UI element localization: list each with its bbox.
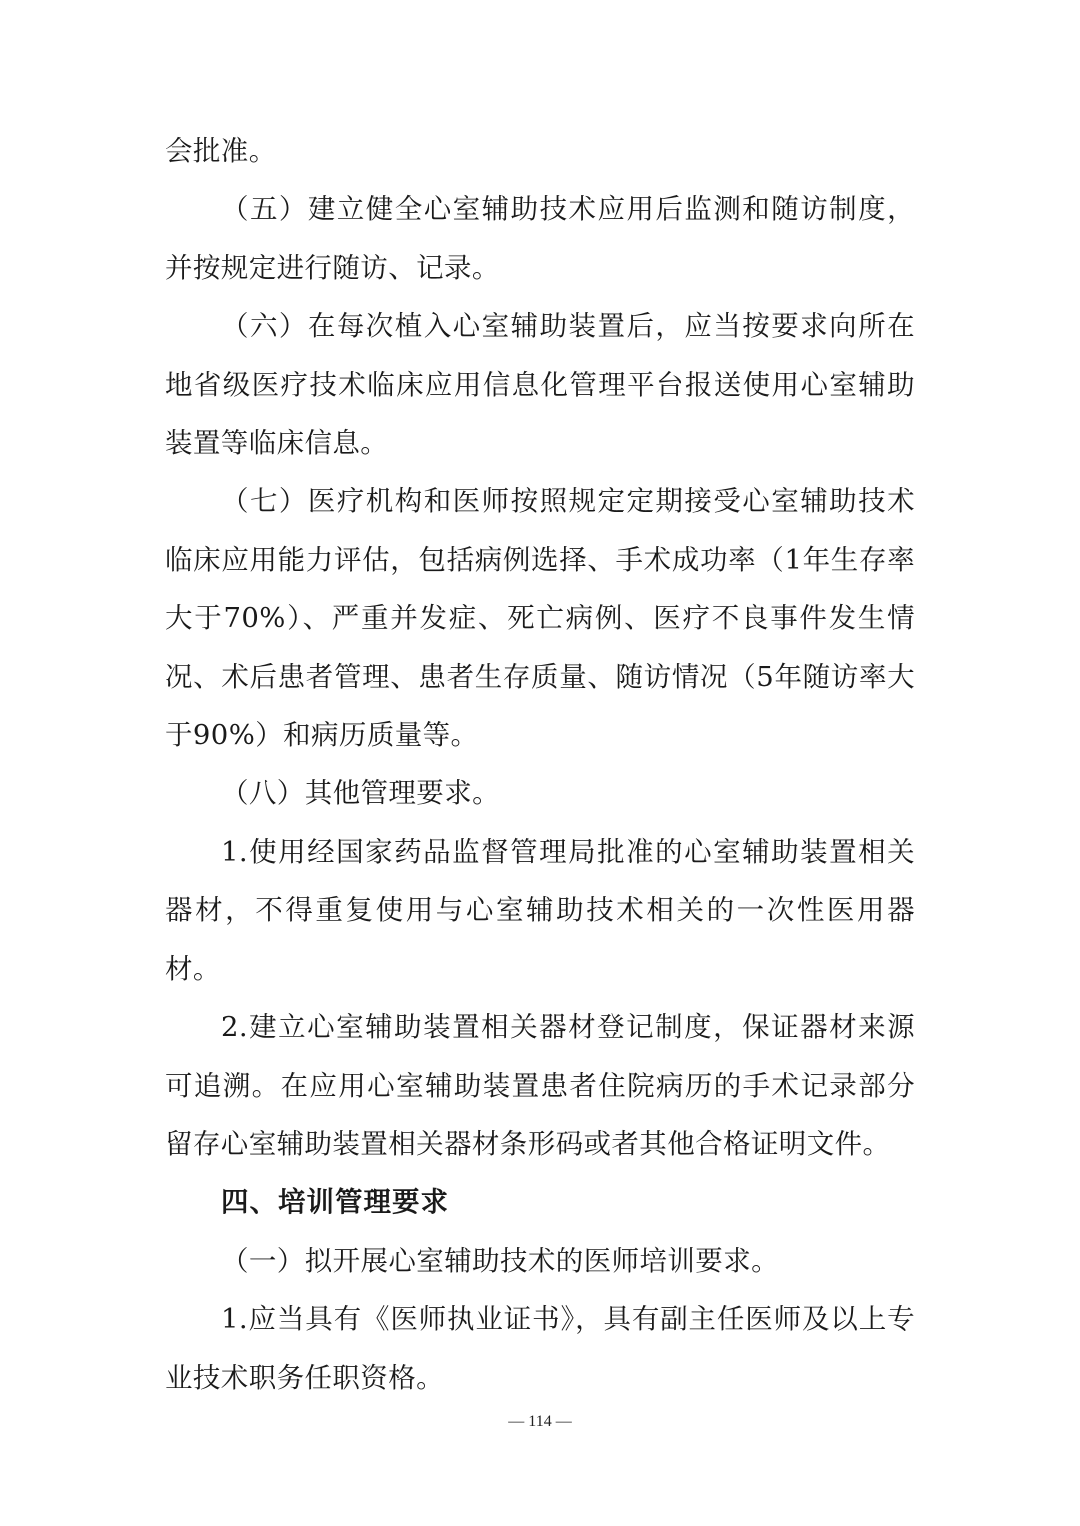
page-number: — 114 — [508, 1413, 572, 1430]
paragraph-subitem-2: 2.建立心室辅助装置相关器材登记制度，保证器材来源可追溯。在应用心室辅助装置患者住院病历的手术记录部分留存心室辅助装置相关器材条形码或者其他合格证明文件。 [165, 1011, 915, 1160]
paragraph-item-8: （八）其他管理要求。 [221, 777, 500, 810]
paragraph-subitem-1: 1.使用经国家药品监督管理局批准的心室辅助装置相关器材，不得重复使用与心室辅助技术相关的一次性医用器材。 [165, 835, 915, 985]
paragraph-item-6: （六）在每次植入心室辅助装置后，应当按要求向所在地省级医疗技术临床应用信息化管理平台报送使用心室辅助装置等临床信息。 [165, 310, 915, 460]
paragraph-item-7: （七）医疗机构和医师按照规定定期接受心室辅助技术临床应用能力评估，包括病例选择、手术成功率（1年生存率大于70%）、严重并发症、死亡病例、医疗不良事件发生情况、术后患者管理、患者生存质量、随访情况（5年随访率大于90%）和病历质量等。 [165, 485, 915, 752]
paragraph-training-subitem-1: 1.应当具有《医师执业证书》，具有副主任医师及以上专业技术职务任职资格。 [165, 1303, 915, 1394]
section-heading: 四、培训管理要求 [221, 1186, 449, 1219]
paragraph-training-1: （一）拟开展心室辅助技术的医师培训要求。 [221, 1244, 779, 1277]
body-text [165, 122, 915, 1407]
paragraph-item-5: （五）建立健全心室辅助技术应用后监测和随访制度，并按规定进行随访、记录。 [165, 193, 915, 284]
paragraph-continuation: 会批准。 [165, 135, 277, 167]
